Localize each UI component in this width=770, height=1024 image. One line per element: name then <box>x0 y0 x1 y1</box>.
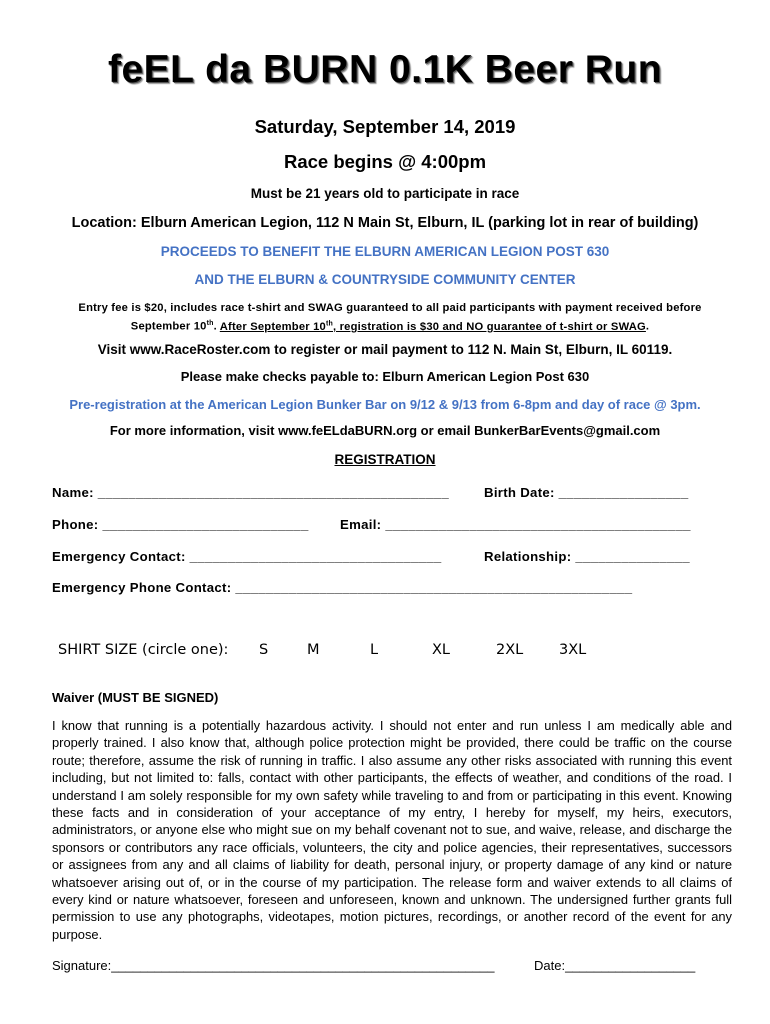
signature-field[interactable]: Signature:_____________________________________________________ <box>52 958 495 973</box>
age-requirement: Must be 21 years old to participate in race <box>250 186 520 201</box>
shirt-size-xl[interactable]: XL <box>432 642 451 658</box>
emergency-phone-field[interactable]: Emergency Phone Contact: ____________________________________________________ <box>52 580 633 595</box>
waiver-text: I know that running is a potentially hazardous activity. I should not enter and run unless I am medically able and properly trained. I also know that, although police protection might be provided, there could be traffic on the course route; therefore, assume the risk of running in traffic. I also assume any other risks associated with running this event including, but not limited to: falls, contact with other participants, the effects of weather, and conditions of the road. I understand I am solely responsible for my own safety while traveling to and from or participating in this event. Knowing these facts and in consideration of your acceptance of my entry, I hereby for myself, my heirs, executors, administrators, or anyone else who might sue on my behalf covenant not to sue, and waive, release, and discharge the sponsors or contributors any race officials, volunteers, the city and police agencies, their representatives, successors or assignees from any and all claims of liability for death, personal injury, or property damage of any kind or nature whatsoever arising out of, or in the course of my participation. The release form and waiver extends to all claims of every kind or nature whatsoever, foreseen and unforeseen, known and unknown. The undersigned further grants full permission to use any photographs, videotapes, motion pictures, recordings, or another record of the event for any purpose. <box>52 718 732 942</box>
email-field[interactable]: Email: ________________________________________ <box>340 517 691 532</box>
fee-part-2: . <box>213 320 220 333</box>
pre-registration-info: Pre-registration at the American Legion Bunker Bar on 9/12 & 9/13 from 6-8pm and day of race @ 3pm. <box>69 397 701 412</box>
register-instructions: Visit www.RaceRoster.com to register or mail payment to 112 N. Main St, Elburn, IL 60119. <box>97 342 673 357</box>
proceeds-line-2: AND THE ELBURN & COUNTRYSIDE COMMUNITY CENTER <box>194 272 576 287</box>
more-info: For more information, visit www.feELdaBURN.org or email BunkerBarEvents@gmail.com <box>109 423 661 438</box>
event-location: Location: Elburn American Legion, 112 N Main St, Elburn, IL (parking lot in rear of building) <box>71 215 699 231</box>
relationship-field[interactable]: Relationship: _______________ <box>484 549 690 564</box>
fee-part-4: , registration is $30 and NO guarantee of t-shirt or SWAG <box>333 320 646 333</box>
phone-field[interactable]: Phone: ___________________________ <box>52 517 309 532</box>
fee-part-1: Entry fee is $20, includes race t-shirt and SWAG guaranteed to all paid participants with payment received before September 10 <box>78 302 702 333</box>
shirt-size-s[interactable]: S <box>259 642 269 658</box>
name-field[interactable]: Name: ______________________________________________ <box>52 485 449 500</box>
shirt-size-label: SHIRT SIZE (circle one): <box>58 642 229 658</box>
check-payable: Please make checks payable to: Elburn American Legion Post 630 <box>180 369 590 384</box>
event-title: feEL da BURN 0.1K Beer Run <box>107 48 663 91</box>
fee-late-notice <box>220 321 646 333</box>
fee-part-3: After September 10 <box>219 320 326 333</box>
shirt-size-3xl[interactable]: 3XL <box>559 642 587 658</box>
shirt-size-m[interactable]: M <box>307 642 320 658</box>
fee-sup-2: th <box>325 320 333 327</box>
event-date: Saturday, September 14, 2019 <box>254 116 516 137</box>
emergency-contact-field[interactable]: Emergency Contact: _________________________________ <box>52 549 442 564</box>
entry-fee-text <box>48 300 732 335</box>
proceeds-line-1: PROCEEDS TO BENEFIT THE ELBURN AMERICAN LEGION POST 630 <box>160 244 610 259</box>
shirt-size-l[interactable]: L <box>370 642 379 658</box>
fee-sup-1: th <box>206 320 214 327</box>
registration-heading: REGISTRATION <box>334 452 436 467</box>
birth-date-field[interactable]: Birth Date: _________________ <box>484 485 689 500</box>
fee-part-5: . <box>645 320 650 333</box>
race-start-time: Race begins @ 4:00pm <box>283 151 487 172</box>
waiver-heading: Waiver (MUST BE SIGNED) <box>52 690 219 705</box>
signature-date-field[interactable]: Date:__________________ <box>534 958 696 973</box>
shirt-size-2xl[interactable]: 2XL <box>496 642 524 658</box>
